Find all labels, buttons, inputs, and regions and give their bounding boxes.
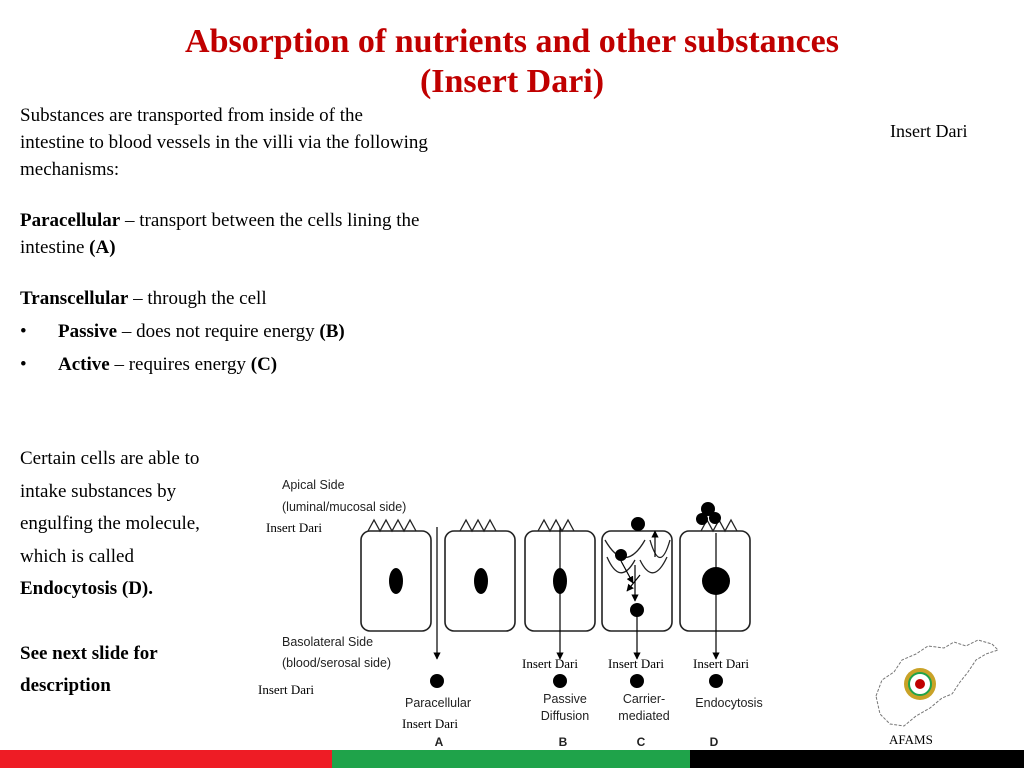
paracellular-text: – transport between the cells lining the intestine [20,210,420,258]
endocytosis-line: Certain cells are able to [20,448,200,469]
carrier-label: Carrier- [622,692,666,706]
passive-label-line-2: Diffusion [540,709,590,723]
carrier-pocket [650,540,670,558]
intro-paragraph: Substances are transported from inside of the intestine to blood vessels in the villi via the following mechanisms: [20,105,428,180]
carrier-label-line-2: mediated [618,709,670,723]
bullet-passive [20,318,430,345]
absorbed-molecule [709,674,723,688]
transcellular-paragraph [20,285,430,312]
bullet-dot: • [20,321,27,342]
carrier-molecule [631,517,645,531]
carrier-pocket [640,557,667,573]
afams-label: AFAMS [889,732,933,747]
insert-dari-note-top-right: Insert Dari [890,121,968,141]
microvilli [460,520,496,531]
insert-dari-note-paracellular: Insert Dari [402,716,458,731]
microvilli [538,520,574,531]
paracellular-label: Paracellular [404,696,472,710]
footer-bar-black [690,750,1024,768]
passive-text: – does not require energy [117,321,320,342]
footer-bar-red [0,750,332,768]
transcellular-text: – through the cell [128,288,267,309]
see-next-line-2: description [20,675,111,696]
letter-d: D [709,735,719,749]
passive-term: Passive [58,321,118,342]
absorbed-molecule [553,674,567,688]
paracellular-paragraph [20,207,430,261]
slide-title [0,22,1024,102]
endocytosis-line: intake substances by [20,480,177,502]
passive-label: Passive [543,692,587,706]
insert-dari-note-basolateral: Insert Dari [258,682,314,697]
bullet-active [20,351,430,378]
footer-bar-green [332,750,690,768]
carrier-molecule [615,549,627,561]
carrier-molecule [630,603,644,617]
microvilli [368,520,416,531]
nucleus [474,568,488,594]
passive-letter: (B) [319,321,345,342]
apical-side-label: Apical Side [282,478,345,492]
endocytosis-term: Endocytosis (D). [20,578,154,599]
endocytosis-label: Endocytosis [695,696,763,710]
letter-a: A [434,735,444,749]
insert-dari-note-apical: Insert Dari [266,520,322,535]
endocytosis-line: engulfing the molecule, [20,513,200,534]
insert-dari-note-endocytosis: Insert Dari [693,656,749,671]
active-term: Active [58,354,110,375]
insert-dari-note-carrier: Insert Dari [608,656,664,671]
transcellular-term: Transcellular [20,288,129,309]
absorbed-molecule [430,674,444,688]
title-line-1: Absorption of nutrients and other substances [185,23,839,60]
emblem-core [915,679,925,689]
afghanistan-map-logo [868,636,1004,732]
active-letter: (C) [250,354,278,375]
paracellular-letter: (A) [89,237,116,258]
letter-c: C [636,735,646,749]
nucleus [389,568,403,594]
active-text: – requires energy [109,354,251,375]
absorption-diagram [255,465,775,755]
apical-side-sublabel: (luminal/mucosal side) [282,500,407,514]
see-next-line-1: See next slide for [20,642,158,664]
basolateral-side-label: Basolateral Side [282,635,374,649]
endocytosis-paragraph [20,443,260,703]
endocytosis-molecule [696,513,708,525]
basolateral-side-sublabel: (blood/serosal side) [282,656,392,670]
insert-dari-note-passive: Insert Dari [522,656,578,671]
map-outline [876,640,998,726]
title-line-2: (Insert Dari) [419,63,605,100]
endocytosis-molecule [709,512,721,524]
absorbed-molecule [630,674,644,688]
letter-b: B [558,735,568,749]
paracellular-term: Paracellular [20,210,121,231]
endocytosis-line: which is called [20,545,134,567]
bullet-dot: • [20,354,27,375]
carrier-arrow [627,575,640,591]
main-body-text [20,102,430,378]
